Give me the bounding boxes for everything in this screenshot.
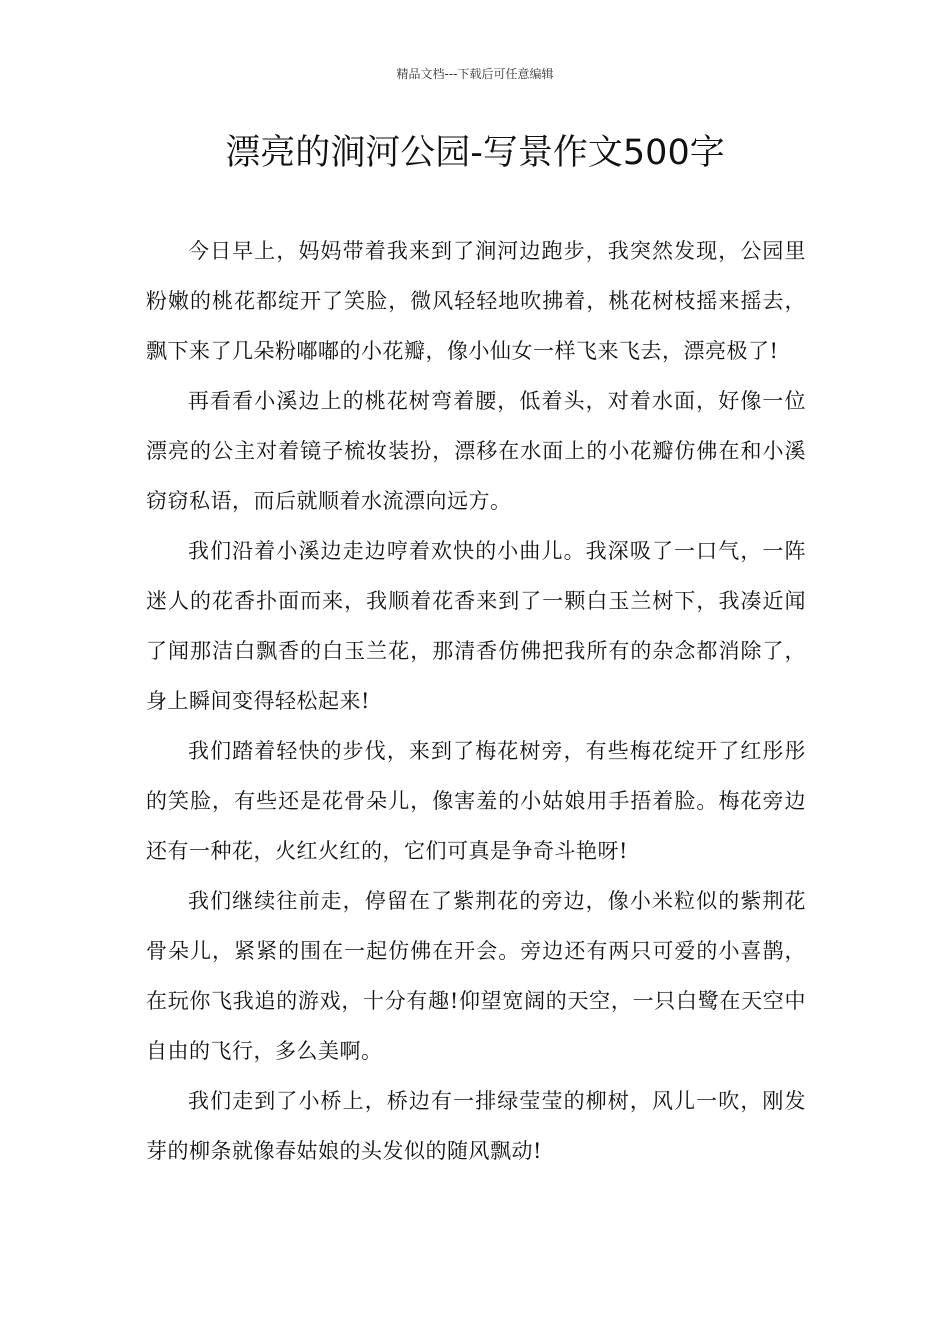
- paragraph-5: 我们继续往前走，停留在了紫荆花的旁边，像小米粒似的紫荆花骨朵儿，紧紧的围在一起仿佛在开会。旁边还有两只可爱的小喜鹊，在玩你飞我追的游戏，十分有趣!仰望宽阔的天空，一只白鹭在天空中自由的飞行，多么美啊。: [146, 889, 806, 1063]
- paragraph-2: 再看看小溪边上的桃花树弯着腰，低着头，对着水面，好像一位漂亮的公主对着镜子梳妆装扮，漂移在水面上的小花瓣仿佛在和小溪窃窃私语，而后就顺着水流漂向远方。: [146, 389, 806, 513]
- paragraph-6: 我们走到了小桥上，桥边有一排绿莹莹的柳树，风儿一吹，刚发芽的柳条就像春姑娘的头发似的随风飘动!: [146, 1089, 806, 1163]
- header-note: 精品文档---下载后可任意编辑: [396, 67, 554, 81]
- paragraph-1: 今日早上，妈妈带着我来到了涧河边跑步，我突然发现，公园里粉嫩的桃花都绽开了笑脸，微风轻轻地吹拂着，桃花树枝摇来摇去，飘下来了几朵粉嘟嘟的小花瓣，像小仙女一样飞来飞去，漂亮极了!: [146, 239, 806, 363]
- document-title: 漂亮的涧河公园-写景作文500字: [225, 133, 725, 173]
- paragraph-4: 我们踏着轻快的步伐，来到了梅花树旁，有些梅花绽开了红彤彤的笑脸，有些还是花骨朵儿，像害羞的小姑娘用手捂着脸。梅花旁边还有一种花，火红火红的，它们可真是争奇斗艳呀!: [146, 739, 806, 863]
- paragraph-3: 我们沿着小溪边走边哼着欢快的小曲儿。我深吸了一口气，一阵迷人的花香扑面而来，我顺着花香来到了一颗白玉兰树下，我凑近闻了闻那洁白飘香的白玉兰花，那清香仿佛把我所有的杂念都消除了，身上瞬间变得轻松起来!: [146, 539, 806, 713]
- document-body: [146, 226, 806, 1176]
